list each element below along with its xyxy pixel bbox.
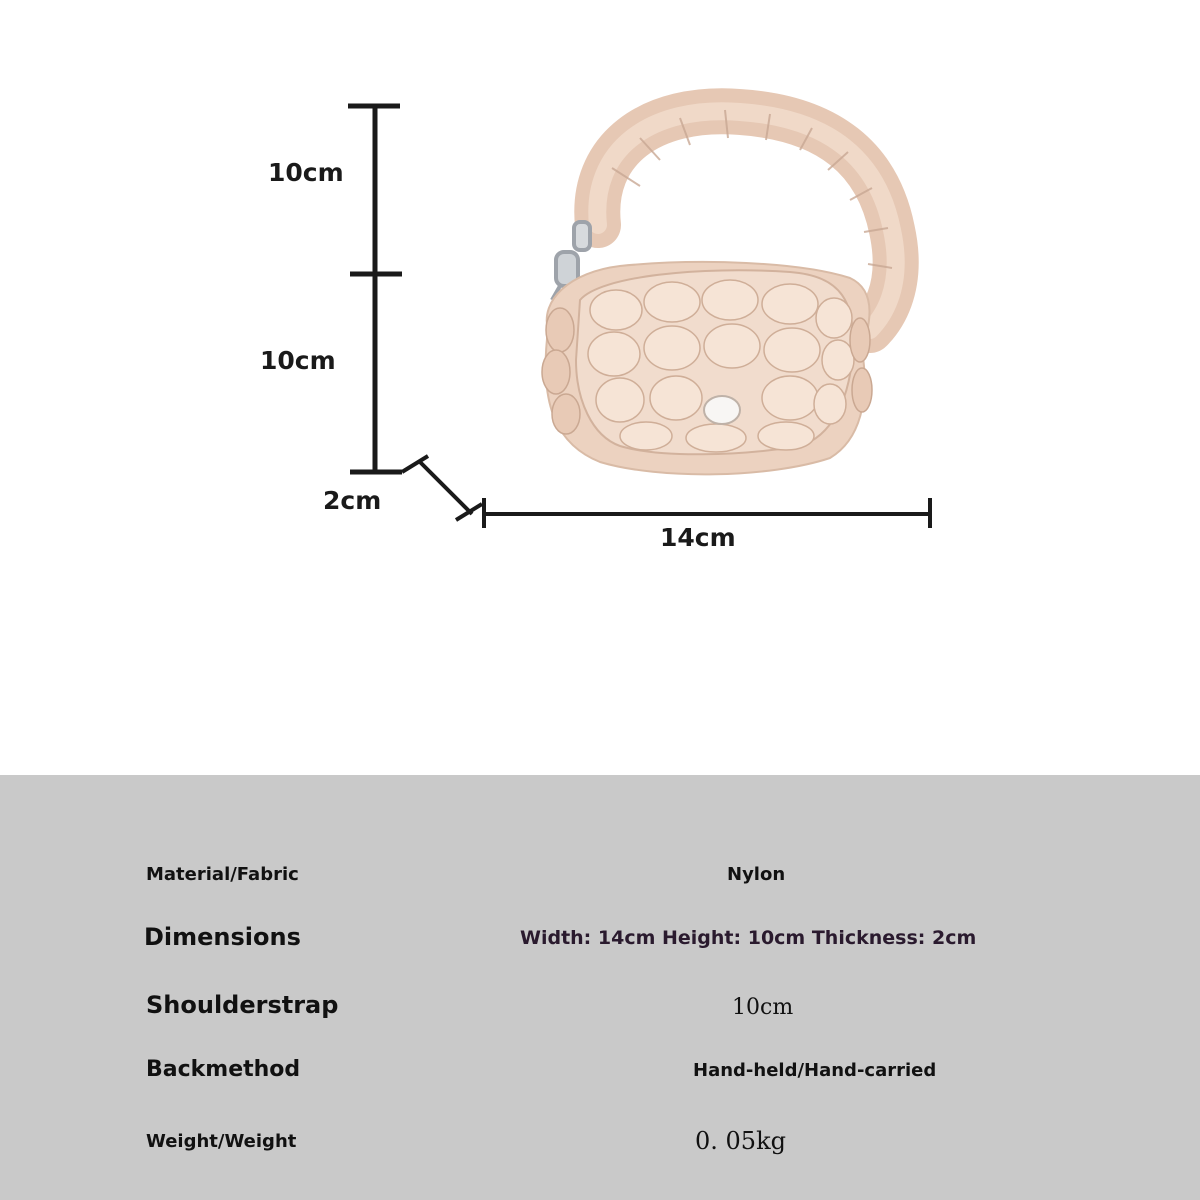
- spec-row-backmethod: [0, 1055, 1200, 1095]
- spec-row-dimensions: [0, 921, 1200, 961]
- spec-label: Dimensions: [144, 923, 301, 951]
- spec-label: Material/Fabric: [146, 864, 299, 885]
- thickness-label: 2cm: [323, 486, 382, 515]
- snap-button: [704, 396, 740, 424]
- vertical-measure-line: [348, 106, 402, 472]
- spec-value: Nylon: [727, 864, 786, 885]
- spec-value: 10cm: [732, 995, 794, 1020]
- specifications-panel: [0, 775, 1200, 1200]
- quilted-puffer-mini-handbag: [542, 110, 896, 474]
- height-top-label: 10cm: [268, 158, 344, 187]
- height-bottom-label: 10cm: [260, 346, 336, 375]
- spec-row-weight: [0, 1125, 1200, 1165]
- spec-value: 0. 05kg: [695, 1127, 786, 1155]
- spec-label: Backmethod: [146, 1057, 301, 1082]
- width-label: 14cm: [660, 523, 736, 552]
- spec-value: Width: 14cm Height: 10cm Thickness: 2cm: [520, 927, 977, 949]
- spec-label: Weight/Weight: [146, 1131, 297, 1152]
- spec-label: Shoulderstrap: [146, 991, 339, 1019]
- spec-value: Hand-held/Hand-carried: [693, 1060, 937, 1081]
- spec-row-shoulderstrap: [0, 989, 1200, 1029]
- thickness-measure-line: [402, 456, 482, 520]
- spec-row-material: [0, 860, 1200, 900]
